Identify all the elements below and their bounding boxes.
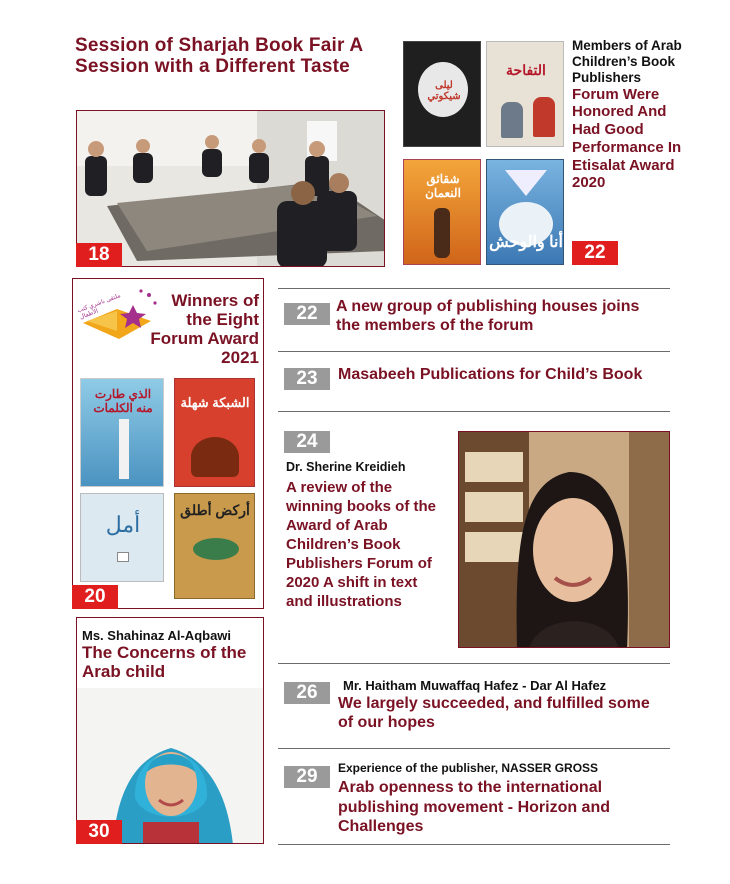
toc-title-23: Masabeeh Publications for Child’s Book <box>338 366 643 383</box>
shahinaz-name: Ms. Shahinaz Al-Aqbawi <box>82 628 232 643</box>
book-cover-title: شقائق النعمان <box>425 172 461 200</box>
award-box <box>72 278 264 609</box>
book-cover <box>486 41 564 147</box>
cover-grid-etisalat <box>403 41 566 265</box>
forum-logo-text: ملتقى ناشري كتب الأطفال <box>76 293 122 321</box>
etisalat-headline-black: Members of Arab Children’s Book Publishers <box>572 38 682 85</box>
shahinaz-box <box>76 617 264 844</box>
toc-title-22: A new group of publishing houses joins the members of the forum <box>336 298 640 335</box>
divider <box>278 663 670 664</box>
headline-sharjah-session: Session of Sharjah Book Fair A Session with a Different Taste <box>75 35 363 77</box>
book-cover <box>80 493 164 582</box>
book-cover-title: الذي طارت منه الكلمات <box>93 387 153 415</box>
toc-title-29: Arab openness to the international publishing movement - Horizon and Challenges <box>338 779 610 836</box>
toc-author-24: Dr. Sherine Kreidieh <box>286 460 406 474</box>
book-cover-title: أنا والوحش <box>489 234 563 251</box>
divider <box>278 288 670 289</box>
book-cover <box>174 493 255 599</box>
toc-author-29: Experience of the publisher, NASSER GROSS <box>338 761 599 775</box>
page-badge-22: 22 <box>572 241 618 265</box>
book-cover <box>403 41 481 147</box>
book-cover <box>80 378 164 487</box>
divider <box>278 844 670 845</box>
toc-page-22: 22 <box>284 303 330 325</box>
book-cover-title: التفاحة <box>506 62 546 78</box>
toc-page-26: 26 <box>284 682 330 704</box>
toc-page-23: 23 <box>284 368 330 390</box>
book-cover <box>174 378 255 487</box>
toc-author-26: Mr. Haitham Muwaffaq Hafez - Dar Al Hafez <box>343 678 607 693</box>
book-cover-title: ليلى شيكوتي <box>427 80 461 102</box>
divider <box>278 748 670 749</box>
divider <box>278 411 670 412</box>
etisalat-headline-red: Forum Were Honored And Had Good Performance In Etisalat Award 2020 <box>572 85 682 192</box>
toc-title-26: We largely succeeded, and fulfilled some of our hopes <box>338 695 650 732</box>
page-badge-18: 18 <box>76 243 122 267</box>
book-cover-title: أركض أطلق <box>180 502 250 518</box>
meeting-photo <box>76 110 385 267</box>
shahinaz-title: The Concerns of the Arab child <box>82 643 247 681</box>
page-badge-20: 20 <box>72 585 118 609</box>
toc-page-24: 24 <box>284 431 330 453</box>
etisalat-headline <box>572 38 682 192</box>
toc-title-24: A review of the winning books of the Award of Arab Children’s Book Publishers Forum of 2020 A shift in text and illustrations <box>286 479 436 611</box>
book-cover-title: أمل <box>105 512 141 537</box>
book-cover-title: الشبكة شهلة <box>180 395 250 410</box>
sherine-portrait <box>458 431 670 648</box>
toc-page-29: 29 <box>284 766 330 788</box>
divider <box>278 351 670 352</box>
page-badge-30: 30 <box>76 820 122 844</box>
book-cover <box>486 159 564 265</box>
book-cover <box>403 159 481 265</box>
award-box-title: Winners of the Eight Forum Award 2021 <box>150 291 259 368</box>
